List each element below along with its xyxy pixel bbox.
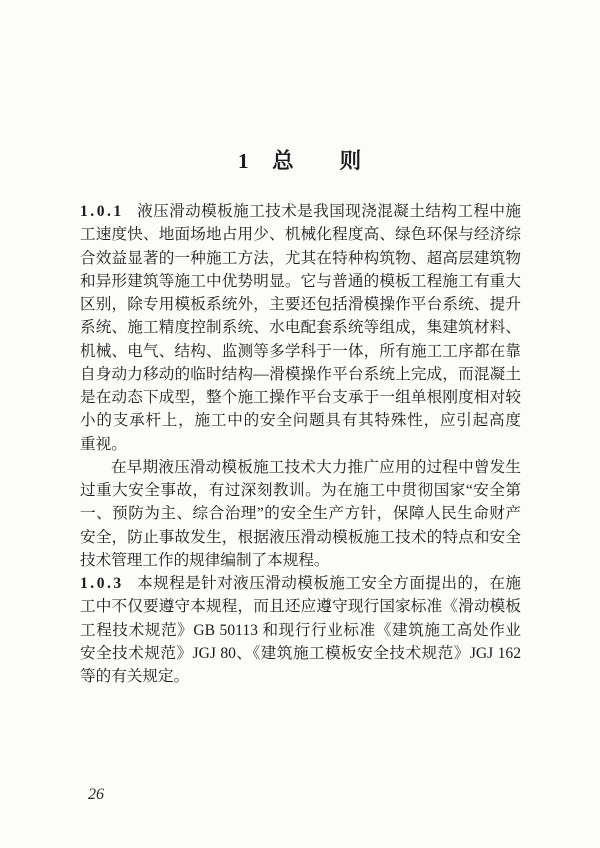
text-line: 工中不仅要遵守本规程，而且还应遵守现行国家标准《滑动模板 bbox=[80, 598, 521, 616]
text-line: 1.0.1 液压滑动模板施工技术是我国现浇混凝土结构工程中施 bbox=[80, 203, 521, 220]
text-line: 和异形建筑等施工中优势明显。它与普通的模板工程施工有重大 bbox=[80, 272, 521, 290]
text-line: 安全，防止事故发生，根据液压滑动模板施工技术的特点和安全 bbox=[80, 528, 521, 546]
text-line: 安全技术规范》JGJ 80、《建筑施工模板安全技术规范》JGJ 162 bbox=[80, 644, 521, 662]
text-line: 工程技术规范》GB 50113 和现行行业标准《建筑施工高处作业 bbox=[80, 621, 521, 639]
clause-1-0-1-commentary bbox=[80, 456, 521, 572]
text-line: 过重大安全事故，有过深刻教训。为在施工中贯彻国家“安全第 bbox=[80, 482, 521, 499]
text-line: 机械、电气、结构、监测等多学科于一体，所有施工工序都在靠 bbox=[80, 342, 521, 360]
text-line: 重视。 bbox=[80, 435, 127, 453]
text-line: 一、预防为主、综合治理”的安全生产方针，保障人民生命财产 bbox=[80, 505, 521, 523]
clause-number: 1.0.1 bbox=[80, 203, 124, 220]
chapter-title: 1 总 则 bbox=[237, 149, 363, 173]
text-line: 技术管理工作的规律编制了本规程。 bbox=[80, 551, 330, 569]
text-line: 区别，除专用模板系统外，主要还包括滑模操作平台系统、提升 bbox=[80, 296, 521, 313]
text-line: 在早期液压滑动模板施工技术大力推广应用的过程中曾发生 bbox=[111, 458, 521, 476]
clause-number: 1.0.3 bbox=[80, 575, 124, 592]
document-body bbox=[80, 200, 521, 688]
text-line: 自身动力移动的临时结构—滑模操作平台系统上完成，而混凝土 bbox=[80, 365, 521, 383]
text-line: 等的有关规定。 bbox=[80, 668, 190, 685]
page-number: 26 bbox=[88, 786, 104, 803]
clause-1-0-1 bbox=[80, 200, 521, 456]
text-line: 1.0.3 本规程是针对液压滑动模板施工安全方面提出的，在施 bbox=[80, 575, 521, 592]
text-line: 系统、施工精度控制系统、水电配套系统等组成，集建筑材料、 bbox=[80, 319, 521, 337]
text-line: 工速度快、地面场地占用少、机械化程度高、绿色环保与经济综 bbox=[80, 226, 521, 244]
clause-1-0-3 bbox=[80, 572, 521, 688]
text-line: 小的支承杆上，施工中的安全问题具有其特殊性，应引起高度 bbox=[80, 412, 521, 430]
text-line: 是在动态下成型，整个施工操作平台支承于一组单根刚度相对较 bbox=[80, 389, 521, 406]
text-line: 合效益显著的一种施工方法，尤其在特种构筑物、超高层建筑物 bbox=[80, 249, 521, 267]
